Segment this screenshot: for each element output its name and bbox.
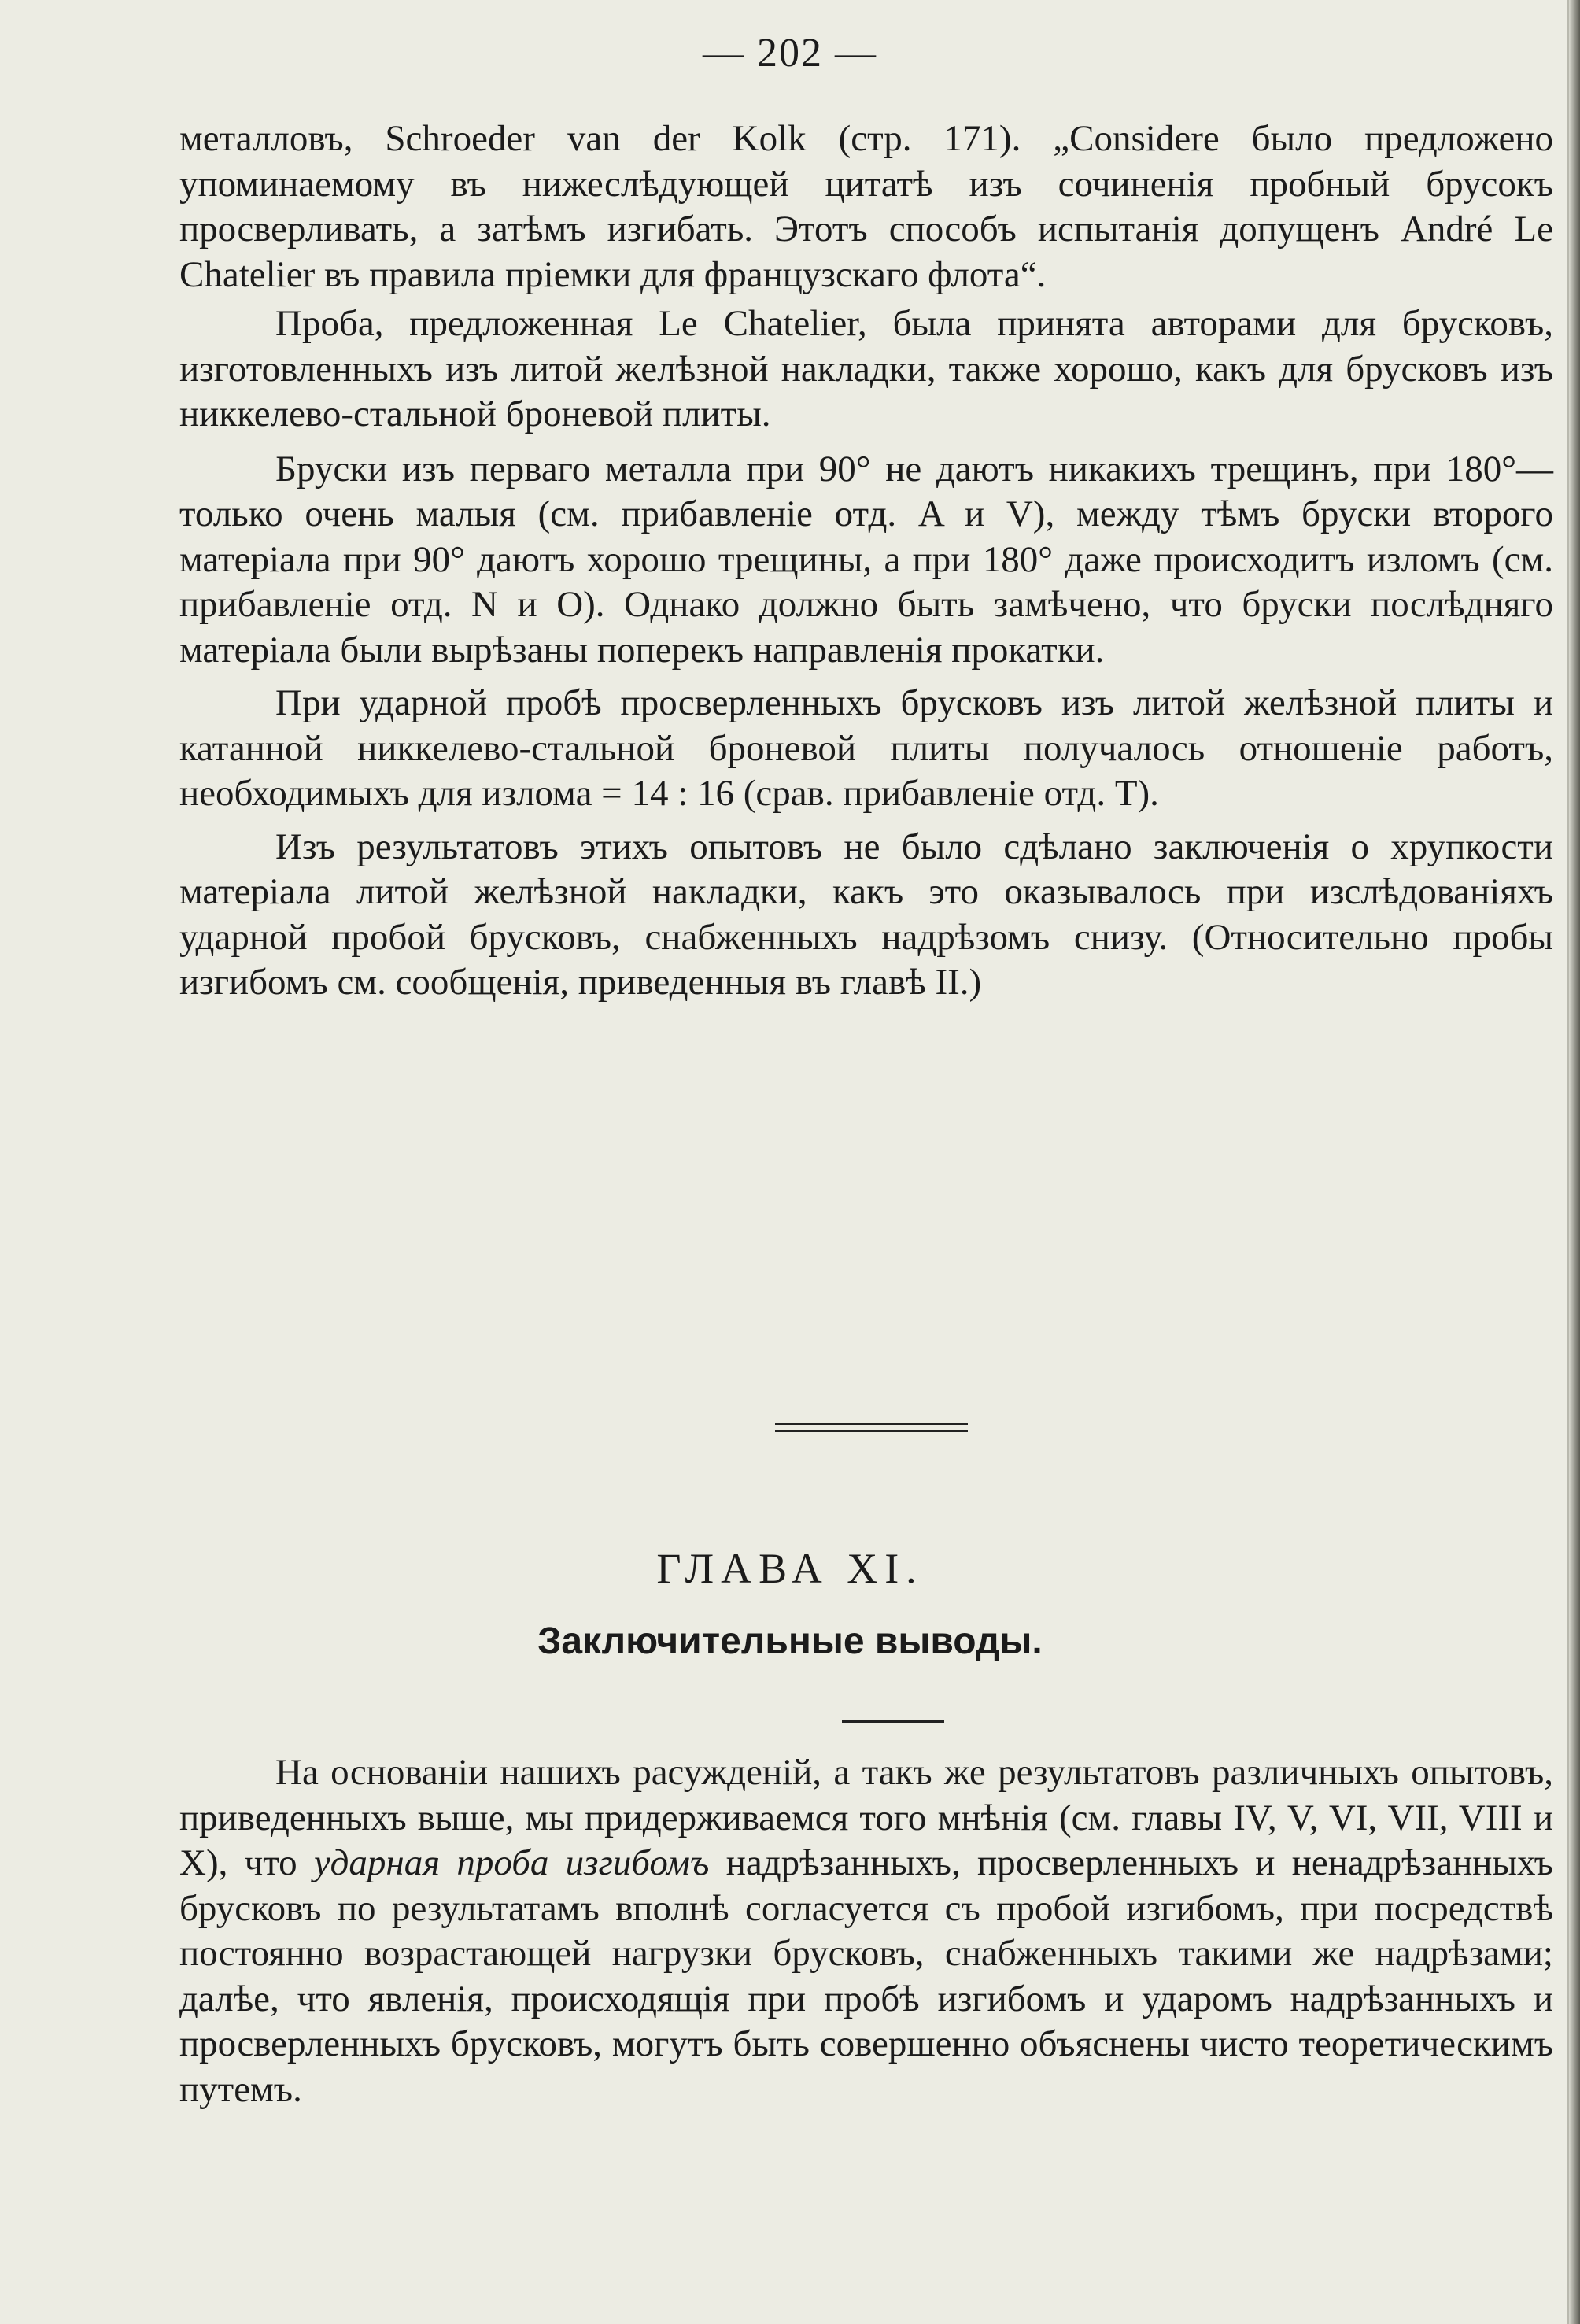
paragraph-conclusion (179, 1750, 1553, 2112)
conclusion-text-part1: На основаніи нашихъ расужденій, а такъ же результатовъ различныхъ опытовъ, приведенныхъ выше, мы придерживаемся того мнѣнія (см. главы IV, V, VI, VII, VIII и X), что (179, 1752, 1553, 1883)
paragraph-le-chatelier-test: Проба, предложенная Le Chatelier, была принята авторами для брусковъ, изготовленныхъ изъ литой желѣзной накладки, также хорошо, какъ для брусковъ изъ никкелево-стальной броневой плиты. (179, 303, 1553, 434)
paragraph-bending-results: Бруски изъ перваго металла при 90° не даютъ никакихъ трещинъ, при 180°—только очень малыя (см. прибавленіе отд. A и V), между тѣмъ бруски второго матеріала при 90° даютъ хорошо трещины, а при 180° даже происходитъ изломъ (см. прибавленіе отд. N и O). Однако должно быть замѣчено, что бруски послѣдняго матеріала были вырѣзаны поперекъ направленія прокатки. (179, 448, 1553, 671)
paragraph-brittleness: Изъ результатовъ этихъ опытовъ не было сдѣлано заключенія о хрупкости матеріала литой желѣзной накладки, какъ это оказывалось при изслѣдованіяхъ ударной пробой брусковъ, снабженныхъ надрѣзомъ снизу. (Относительно пробы изгибомъ см. сообщенія, приведенныя въ главѣ II.) (179, 826, 1553, 1003)
conclusion-emphasis: ударная проба изгибомъ (313, 1842, 710, 1883)
chapter-title: Заключительные выводы. (537, 1620, 1043, 1662)
chapter-heading: ГЛАВА XI. (656, 1545, 924, 1592)
top-text-block (179, 116, 1553, 1006)
paragraph-impact-ratio: При ударной пробѣ просверленныхъ брусковъ изъ литой желѣзной плиты и катанной никкелево-стальной броневой плиты получалось отношеніе работъ, необходимыхъ для излома = 14 : 16 (срав. прибавленіе отд. T). (179, 682, 1553, 814)
section-divider-double (775, 1423, 968, 1432)
paragraph-continuation: металловъ, Schroeder van der Kolk (стр. 171). „Considere было предложено упоминаемому въ нижеслѣдующей цитатѣ изъ сочиненія пробный брусокъ просверливать, а затѣмъ изгибать. Этотъ способъ испытанія допущенъ André Le Chatelier въ правила пріемки для французскаго флота“. (179, 118, 1553, 295)
title-underline (842, 1720, 944, 1723)
conclusion-text-part2: надрѣзанныхъ, просверленныхъ и ненадрѣзанныхъ брусковъ по результатамъ вполнѣ согласуется съ пробой изгибомъ, при посредствѣ постоянно возрастающей нагрузки брусковъ, снабженныхъ такими же надрѣзами; далѣе, что явленія, происходящія при пробѣ изгибомъ и ударомъ надрѣзанныхъ и просверленныхъ брусковъ, могутъ быть совершенно объяснены чисто теоретическимъ путемъ. (179, 1842, 1553, 2110)
page-edge-line (1567, 0, 1569, 2324)
page-edge-shadow (1569, 0, 1580, 2324)
conclusion-text-block (179, 1750, 1553, 2112)
page-number: — 202 — (703, 31, 877, 76)
